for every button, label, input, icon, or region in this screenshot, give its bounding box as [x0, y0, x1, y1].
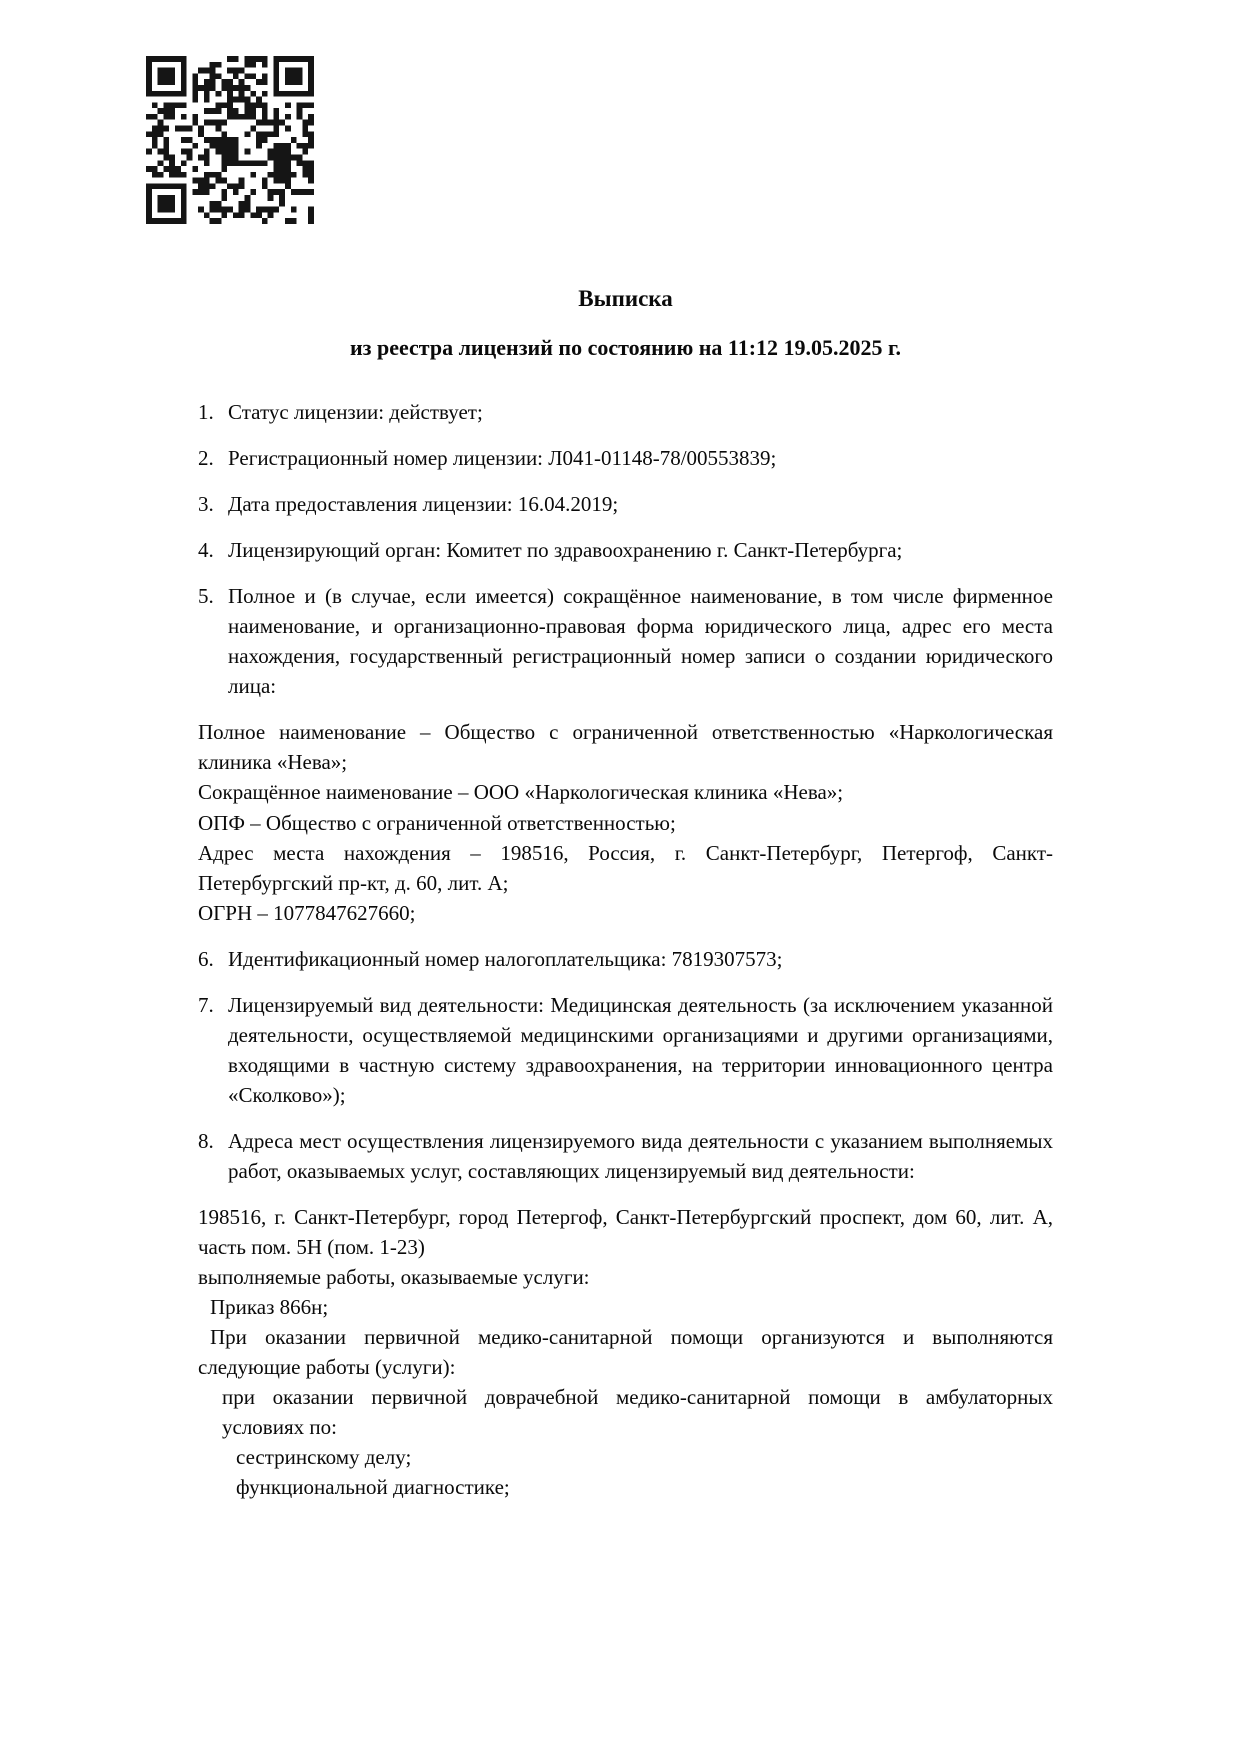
legal-address-line: Адрес места нахождения – 198516, Россия, г. Санкт-Петербург, Петергоф, Санкт-Петербургский пр-кт, д. 60, лит. А;	[198, 840, 1053, 895]
item-text: Идентификационный номер налогоплательщика: 7819307573;	[228, 946, 783, 971]
item-grant-date	[198, 489, 1053, 519]
item-text: Полное и (в случае, если имеется) сокращённое наименование, в том числе фирменное наименование, и организационно-правовая форма юридического лица, адрес его места нахождения, государственный регистрационный номер записи о создании юридического лица:	[228, 584, 1053, 699]
short-name-line: Сокращённое наименование – ООО «Наркологическая клиника «Нева»;	[198, 780, 844, 805]
pre-medical-line: при оказании первичной доврачебной медико-санитарной помощи в амбулаторных условиях по:	[222, 1384, 1053, 1439]
item-number: 1.	[198, 400, 214, 425]
item-number: 6.	[198, 946, 214, 971]
order-line: Приказ 866н;	[210, 1294, 329, 1319]
qr-code	[146, 56, 314, 224]
item-license-status	[198, 397, 1053, 427]
item-text: Лицензирующий орган: Комитет по здравоохранению г. Санкт-Петербурга;	[228, 538, 903, 563]
service-item-nursing: сестринскому делу;	[236, 1444, 412, 1469]
item-text: Статус лицензии: действует;	[228, 400, 483, 425]
works-label: выполняемые работы, оказываемые услуги:	[198, 1264, 590, 1289]
item-number: 5.	[198, 584, 214, 609]
item-licensing-authority	[198, 535, 1053, 565]
service-item-functional-diagnostics: функциональной диагностике;	[236, 1474, 510, 1499]
ogrn-line: ОГРН – 1077847627660;	[198, 900, 416, 925]
activity-address: 198516, г. Санкт-Петербург, город Петергоф, Санкт-Петербургский проспект, дом 60, лит. А, часть пом. 5Н (пом. 1-23)	[198, 1204, 1053, 1259]
opf-line: ОПФ – Общество с ограниченной ответственностью;	[198, 810, 676, 835]
document-title: Выписка	[578, 286, 673, 311]
item-text: Дата предоставления лицензии: 16.04.2019;	[228, 492, 619, 517]
full-name-line: Полное наименование – Общество с ограниченной ответственностью «Наркологическая клиника «Нева»;	[198, 720, 1053, 775]
item-number: 7.	[198, 992, 214, 1017]
item-licensed-activity	[198, 990, 1053, 1110]
item-registration-number	[198, 443, 1053, 473]
item-text: Лицензируемый вид деятельности: Медицинская деятельность (за исключением указанной деятельности, осуществляемой медицинскими организациями и другими организациями, входящими в частную систему здравоохранения, на территории инновационного центра «Сколково»);	[228, 992, 1053, 1107]
item-text: Регистрационный номер лицензии: Л041-01148-78/00553839;	[228, 446, 777, 471]
organization-details	[198, 717, 1053, 927]
primary-care-line: При оказании первичной медико-санитарной помощи организуются и выполняются следующие работы (услуги):	[198, 1324, 1053, 1379]
item-legal-entity-heading	[198, 581, 1053, 701]
item-number: 2.	[198, 446, 214, 471]
item-number: 4.	[198, 538, 214, 563]
item-number: 3.	[198, 492, 214, 517]
item-taxpayer-number	[198, 944, 1053, 974]
document-subtitle: из реестра лицензий по состоянию на 11:12 19.05.2025 г.	[349, 334, 902, 360]
item-activity-addresses-heading	[198, 1126, 1053, 1186]
item-text: Адреса мест осуществления лицензируемого вида деятельности с указанием выполняемых работ, оказываемых услуг, составляющих лицензируемый вид деятельности:	[228, 1128, 1053, 1183]
activity-address-block	[198, 1202, 1053, 1502]
item-number: 8.	[198, 1128, 214, 1153]
